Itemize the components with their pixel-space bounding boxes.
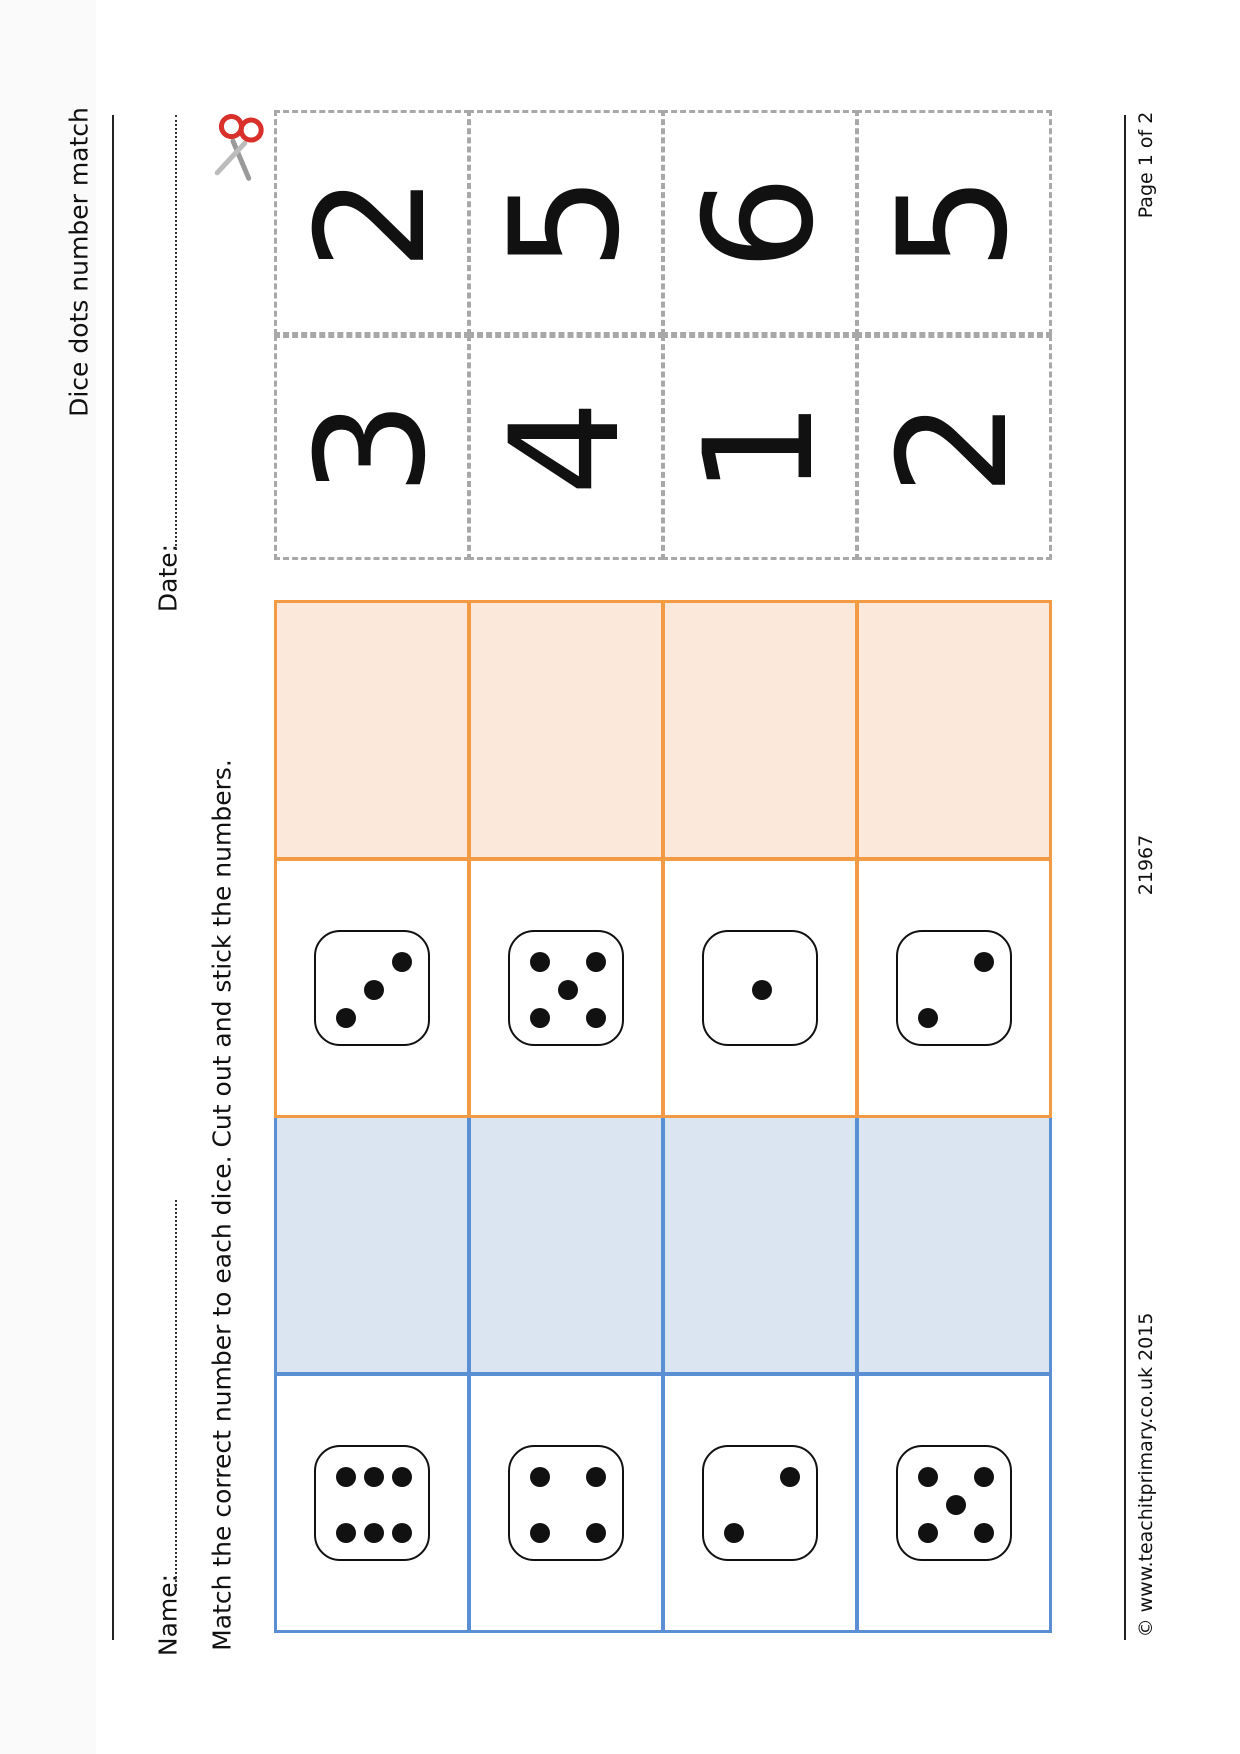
dice-pip [392, 952, 412, 972]
dice-pip [946, 1495, 966, 1515]
date-field[interactable] [175, 115, 177, 550]
scissors-icon [210, 112, 266, 186]
stick-box-blue[interactable] [468, 1115, 664, 1375]
page-number: Page 1 of 2 [1135, 111, 1157, 219]
stick-box-blue[interactable] [274, 1115, 470, 1375]
stick-box-orange[interactable] [274, 600, 470, 860]
number-card[interactable] [468, 335, 664, 560]
dice-pip [336, 1008, 356, 1028]
dice-pip [918, 1523, 938, 1543]
dice-pip [752, 980, 772, 1000]
number-card[interactable] [856, 335, 1052, 560]
dice-pip [530, 1008, 550, 1028]
dice-cell-blue [468, 1373, 664, 1633]
dice-pip [780, 1467, 800, 1487]
dice-cell-blue [662, 1373, 858, 1633]
number-card[interactable] [468, 110, 664, 335]
dice-pip [974, 1523, 994, 1543]
dice-pip [530, 952, 550, 972]
stick-box-blue[interactable] [662, 1115, 858, 1375]
stick-box-orange[interactable] [662, 600, 858, 860]
dice-cell-blue [274, 1373, 470, 1633]
dice-4-face [508, 1445, 624, 1561]
dice-pip [336, 1467, 356, 1487]
dice-3-face [314, 930, 430, 1046]
footer-divider [1124, 115, 1126, 1640]
dice-pip [974, 1467, 994, 1487]
number-card-digit: 5 [867, 174, 1041, 271]
dice-1-face [702, 930, 818, 1046]
dice-pip [364, 1467, 384, 1487]
stick-box-orange[interactable] [856, 600, 1052, 860]
number-card-digit: 2 [867, 399, 1041, 496]
dice-5-face [896, 1445, 1012, 1561]
dice-cell-orange [274, 858, 470, 1118]
dice-pip [336, 1523, 356, 1543]
dice-pip [530, 1467, 550, 1487]
dice-cell-orange [662, 858, 858, 1118]
dice-5-face [508, 930, 624, 1046]
dice-2-face [896, 930, 1012, 1046]
number-card[interactable] [662, 110, 858, 335]
stick-box-blue[interactable] [856, 1115, 1052, 1375]
number-card-digit: 3 [285, 399, 459, 496]
dice-pip [974, 952, 994, 972]
dice-cell-orange [468, 858, 664, 1118]
resource-code: 21967 [1135, 834, 1157, 896]
number-card-digit: 2 [285, 174, 459, 271]
dice-6-face [314, 1445, 430, 1561]
dice-pip [586, 1523, 606, 1543]
instructions: Match the correct number to each dice. Cut out and stick the numbers. [207, 759, 237, 1651]
stick-box-orange[interactable] [468, 600, 664, 860]
number-card[interactable] [274, 110, 470, 335]
worksheet-title: Dice dots number match [64, 107, 94, 417]
header-divider [112, 115, 114, 1640]
dice-pip [586, 952, 606, 972]
number-card[interactable] [662, 335, 858, 560]
dice-2-face [702, 1445, 818, 1561]
date-label: Date: [153, 543, 183, 613]
dice-pip [392, 1467, 412, 1487]
dice-pip [530, 1523, 550, 1543]
dice-cell-orange [856, 858, 1052, 1118]
dice-pip [918, 1008, 938, 1028]
number-card[interactable] [274, 335, 470, 560]
dice-pip [586, 1008, 606, 1028]
number-card-digit: 6 [673, 174, 847, 271]
dice-pip [724, 1523, 744, 1543]
dice-pip [558, 980, 578, 1000]
dice-pip [392, 1523, 412, 1543]
number-card-digit: 1 [673, 399, 847, 496]
dice-pip [918, 1467, 938, 1487]
name-field[interactable] [175, 1200, 177, 1590]
dice-pip [364, 980, 384, 1000]
number-card-digit: 4 [479, 399, 653, 496]
dice-pip [586, 1467, 606, 1487]
number-card[interactable] [856, 110, 1052, 335]
name-label: Name: [153, 1573, 183, 1657]
dice-pip [364, 1523, 384, 1543]
copyright-text: © www.teachitprimary.co.uk 2015 [1135, 1312, 1157, 1638]
dice-cell-blue [856, 1373, 1052, 1633]
number-card-digit: 5 [479, 174, 653, 271]
